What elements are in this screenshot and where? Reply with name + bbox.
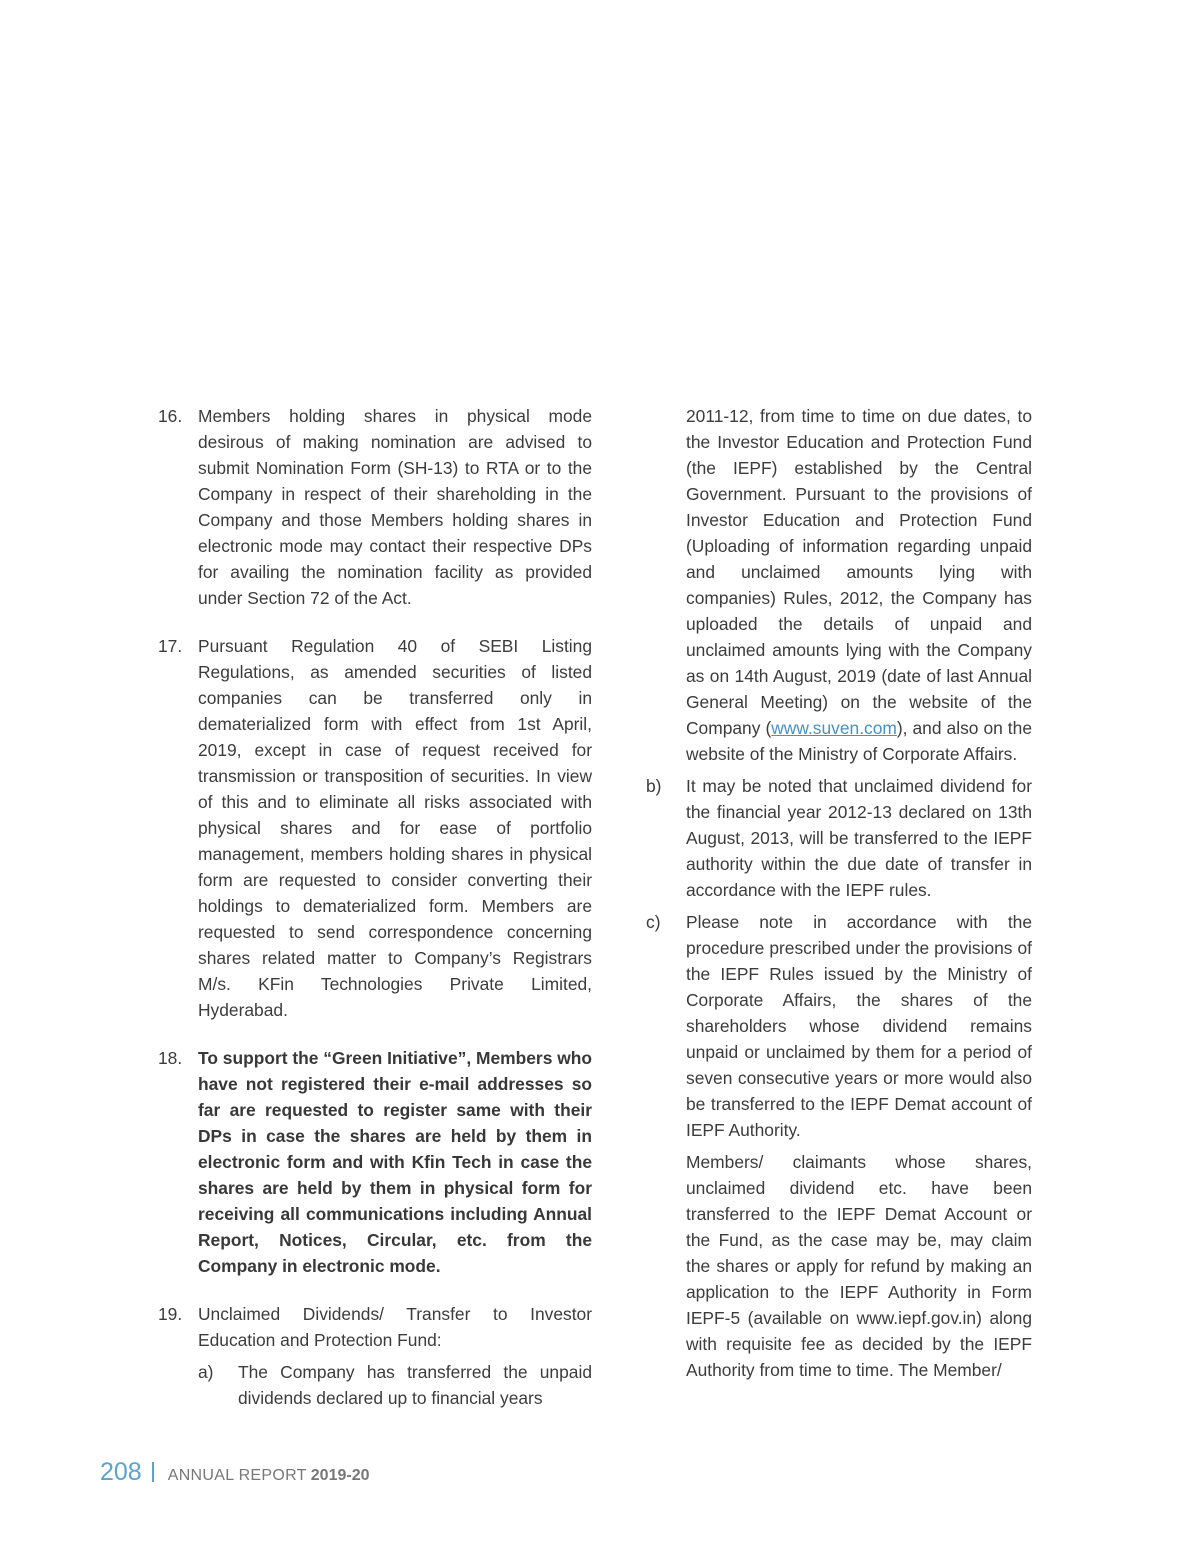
item-text: Unclaimed Dividends/ Transfer to Investor Education and Protection Fund: bbox=[198, 1304, 592, 1350]
subitem-c bbox=[646, 909, 1032, 1143]
subitem-letter: a) bbox=[198, 1362, 214, 1382]
left-column bbox=[158, 403, 592, 1411]
item-16 bbox=[158, 403, 592, 611]
item-text: Members holding shares in physical mode desirous of making nomination are advised to submit Nomination Form (SH-13) to RTA or to the Company in respect of their shareholding in the Company and those Members holding shares in electronic mode may contact their respective DPs for availing the nomination facility as provided under Section 72 of the Act. bbox=[198, 406, 592, 608]
subitem-text: Please note in accordance with the procedure prescribed under the provisions of the IEPF Rules issued by the Ministry of Corporate Affairs, the shares of the shareholders whose dividend remains unpaid or unclaimed by them for a period of seven consecutive years or more would also be transferred to the IEPF Demat account of IEPF Authority. bbox=[686, 912, 1032, 1140]
right-column bbox=[646, 403, 1032, 1383]
item-number: 16. bbox=[158, 406, 183, 426]
subitem-a bbox=[198, 1359, 592, 1411]
item-number: 19. bbox=[158, 1304, 183, 1324]
item-text: Pursuant Regulation 40 of SEBI Listing Regulations, as amended securities of listed companies can be transferred only in dematerialized form with effect from 1st April, 2019, except in case of request received for transmission or transposition of securities. In view of this and to eliminate all risks associated with physical shares and for ease of portfolio management, members holding shares in physical form are requested to consider converting their holdings to dematerialized form. Members are requested to send correspondence concerning shares related matter to Company’s Registrars M/s. KFin Technologies Private Limited, Hyderabad. bbox=[198, 636, 592, 1020]
report-label: ANNUAL REPORT bbox=[167, 1467, 307, 1484]
subitem-c-paragraph bbox=[646, 1149, 1032, 1383]
page-footer bbox=[100, 1459, 369, 1491]
subitem-text: It may be noted that unclaimed dividend for the financial year 2012-13 declared on 13th August, 2013, will be transferred to the IEPF authority within the due date of transfer in accordance with the IEPF rules. bbox=[686, 776, 1032, 900]
subitem-letter: b) bbox=[646, 776, 662, 796]
item-text: To support the “Green Initiative”, Members who have not registered their e-mail addresses so far are requested to register same with their DPs in case the shares are held by them in electronic form and with Kfin Tech in case the shares are held by them in physical form for receiving all communications including Annual Report, Notices, Circular, etc. from the Company in electronic mode. bbox=[198, 1048, 592, 1276]
company-website-link[interactable]: www.suven.com bbox=[771, 718, 897, 738]
paragraph-text: Members/ claimants whose shares, unclaimed dividend etc. have been transferred to the IEPF Demat Account or the Fund, as the case may be, may claim the shares or apply for refund by making an application to the IEPF Authority in Form IEPF-5 (available on www.iepf.gov.in) along with requisite fee as decided by the IEPF Authority from time to time. The Member/ bbox=[686, 1152, 1032, 1380]
subitem-a-continued bbox=[646, 403, 1032, 767]
item-number: 18. bbox=[158, 1048, 183, 1068]
item-18 bbox=[158, 1045, 592, 1279]
report-year: 2019-20 bbox=[310, 1467, 370, 1484]
subitem-text: The Company has transferred the unpaid dividends declared up to financial years bbox=[238, 1362, 592, 1408]
page-number: 208 bbox=[100, 1458, 142, 1486]
footer-divider bbox=[152, 1462, 154, 1482]
subitem-letter: c) bbox=[646, 912, 661, 932]
item-number: 17. bbox=[158, 636, 183, 656]
continued-text: 2011-12, from time to time on due dates, to the Investor Education and Protection Fund (the IEPF) established by the Central Government. Pursuant to the provisions of Investor Education and Protection Fund (Uploading of information regarding unpaid and unclaimed amounts lying with companies) Rules, 2012, the Company has uploaded the details of unpaid and unclaimed amounts lying with the Company as on 14th August, 2019 (date of last Annual General Meeting) on the website of the Company ( bbox=[686, 406, 1032, 738]
subitem-b bbox=[646, 773, 1032, 903]
item-19 bbox=[158, 1301, 592, 1411]
item-17 bbox=[158, 633, 592, 1023]
continued-text-end: ), and also on the website of the Ministry of Corporate Affairs. bbox=[686, 718, 1032, 764]
